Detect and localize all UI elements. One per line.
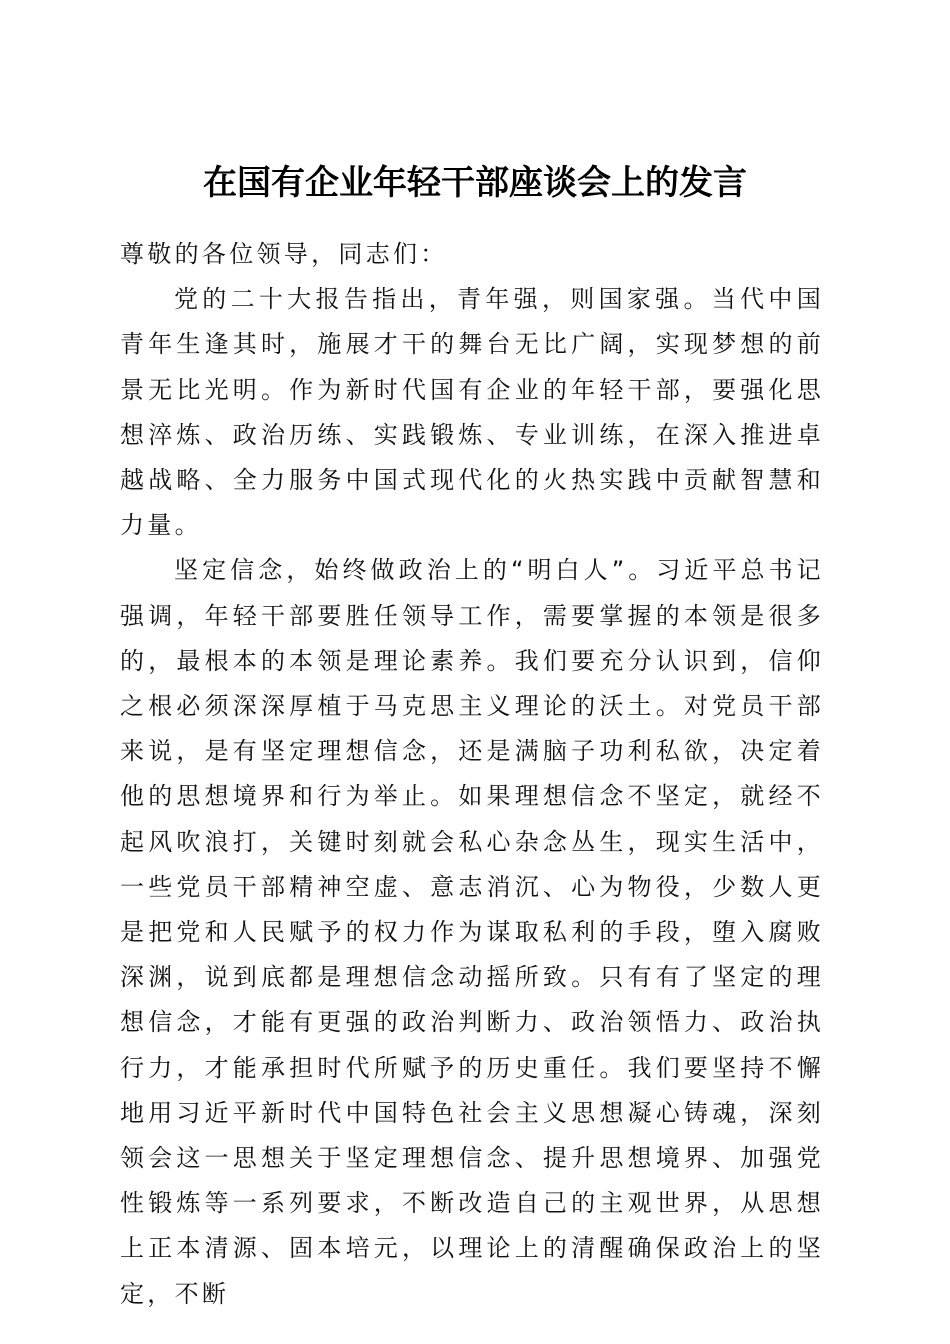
paragraph-1: 党的二十大报告指出，青年强，则国家强。当代中国青年生逢其时，施展才干的舞台无比广阔，实现梦想的前景无比光明。作为新时代国有企业的年轻干部，要强化思想淬炼、政治历练、实践锻炼、专业训练，在深入推进卓越战略、全力服务中国式现代化的火热实践中贡献智慧和力量。 xyxy=(120,285,824,540)
paragraph-2: 坚定信念，始终做政治上的“明白人”。习近平总书记强调，年轻干部要胜任领导工作，需要掌握的本领是很多的，最根本的本领是理论素养。我们要充分认识到，信仰之根必须深深厚植于马克思主义理论的沃土。对党员干部来说，是有坚定理想信念，还是满脑子功利私欲，决定着他的思想境界和行为举止。如果理想信念不坚定，就经不起风吹浪打，关键时刻就会私心杂念丛生，现实生活中，一些党员干部精神空虚、意志消沉、心为物役，少数人更是把党和人民赋予的权力作为谋取私利的手段，堕入腐败深渊，说到底都是理想信念动摇所致。只有有了坚定的理想信念，才能有更强的政治判断力、政治领悟力、政治执行力，才能承担时代所赋予的历史重任。我们要坚持不懈地用习近平新时代中国特色社会主义思想凝心铸魂，深刻领会这一思想关于坚定理想信念、提升思想境界、加强党性锻炼等一系列要求，不断改造自己的主观世界，从思想上正本清源、固本培元，以理论上的清醒确保政治上的坚定，不断 xyxy=(120,556,824,1308)
document-title: 在国有企业年轻干部座谈会上的发言 xyxy=(203,162,747,203)
document-body xyxy=(120,232,824,1317)
salutation: 尊敬的各位领导，同志们： xyxy=(120,240,448,268)
